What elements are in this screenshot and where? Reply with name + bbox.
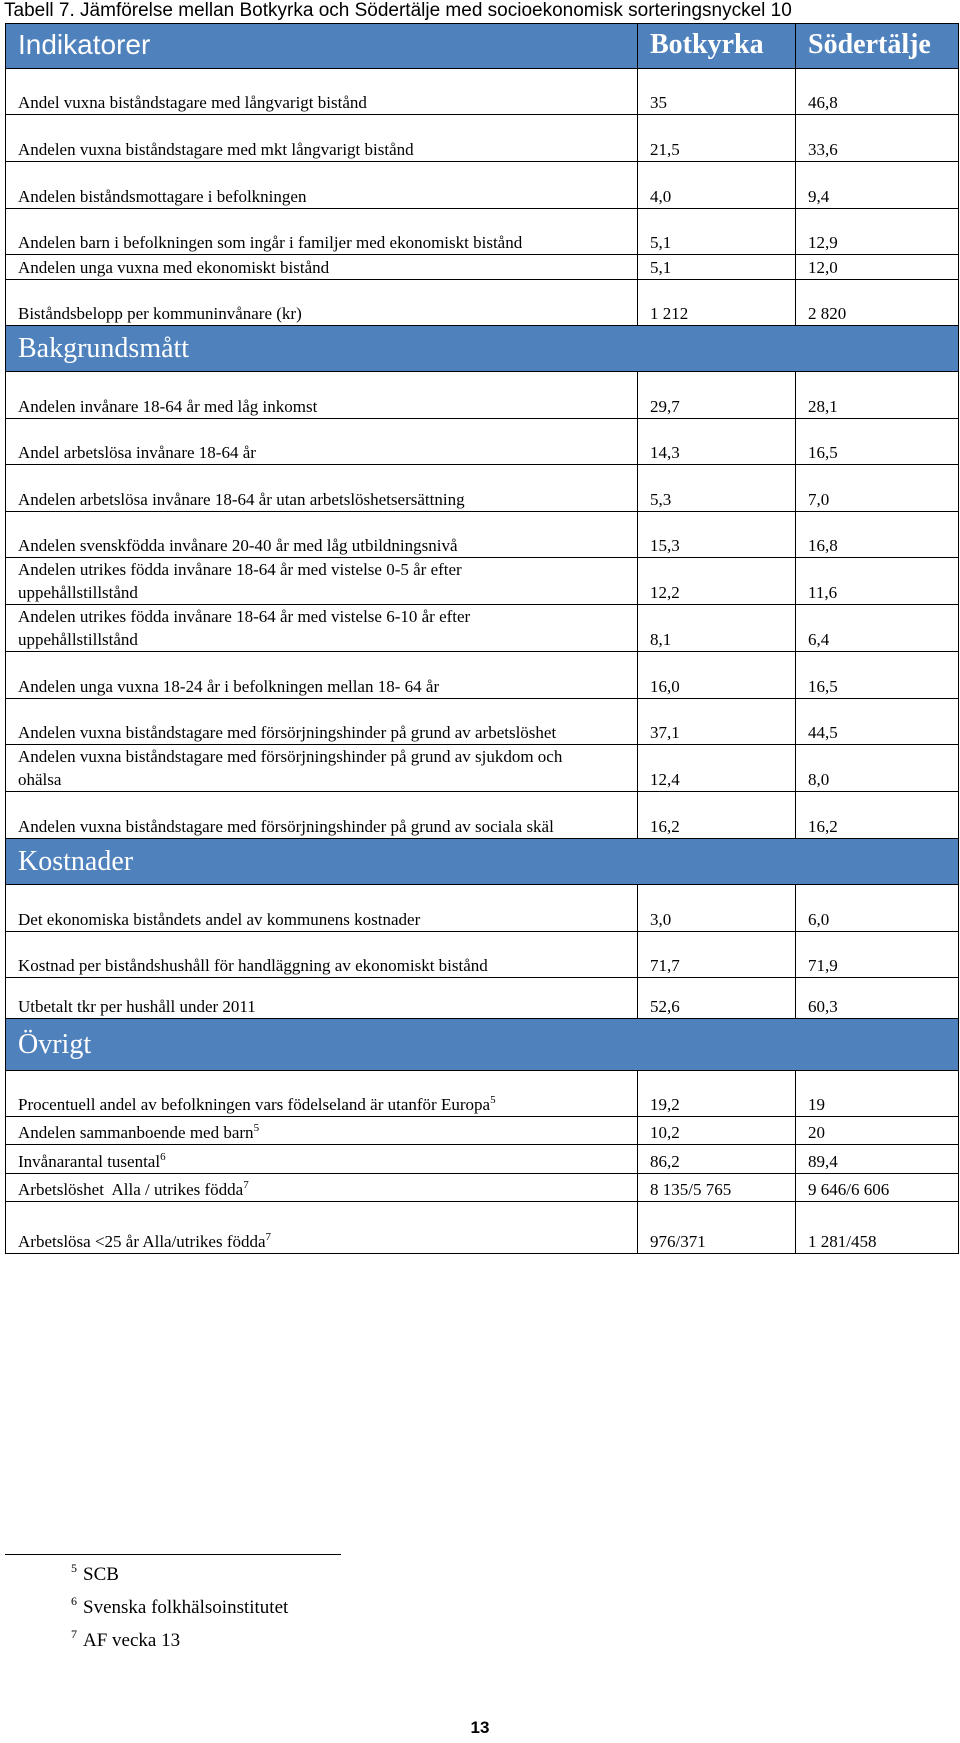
table-row [6,162,959,209]
row-label: Andelen vuxna biståndstagare med mkt långvarigt bistånd [6,115,638,162]
value-botkyrka: 37,1 [638,699,796,745]
value-sodertalje: 16,8 [796,512,959,558]
value-sodertalje: 1 281/458 [796,1202,959,1254]
table-row [6,372,959,419]
section-header-ovrigt: Övrigt [6,1019,959,1071]
value-sodertalje: 2 820 [796,280,959,326]
value-sodertalje: 60,3 [796,978,959,1019]
value-botkyrka: 5,1 [638,255,796,280]
section-header-bakgrund: Bakgrundsmått [6,326,959,372]
table-row [6,512,959,558]
row-label: Andelen invånare 18-64 år med låg inkomst [6,372,638,419]
table-row [6,605,959,652]
value-sodertalje: 71,9 [796,932,959,978]
value-sodertalje: 16,2 [796,792,959,839]
value-botkyrka: 4,0 [638,162,796,209]
value-sodertalje: 11,6 [796,558,959,605]
row-label: Andelen unga vuxna med ekonomiskt bistånd [6,255,638,280]
row-label: Andelen biståndsmottagare i befolkningen [6,162,638,209]
value-sodertalje: 44,5 [796,699,959,745]
row-label: Andelen sammanboende med barn$^5$ [6,1117,638,1145]
footnote-ref: 5 [253,1122,260,1134]
table-caption: Tabell 7. Jämförelse mellan Botkyrka och Södertälje med socioekonomisk sorteringsnyckel 10 [4,0,792,21]
value-sodertalje: 89,4 [796,1145,959,1174]
value-botkyrka: 19,2 [638,1071,796,1117]
table-row [6,1145,959,1174]
section-header-kostnader: Kostnader [6,839,959,885]
table-row [6,745,959,792]
value-botkyrka: 16,0 [638,652,796,699]
table-row [6,652,959,699]
value-botkyrka: 12,4 [638,745,796,792]
value-sodertalje: 12,9 [796,209,959,255]
table-row [6,1117,959,1145]
row-label: Andelen utrikes födda invånare 18-64 år med vistelse 6-10 år efter uppehållstillstånd [6,605,638,652]
table-row [6,699,959,745]
row-label: Andelen barn i befolkningen som ingår i familjer med ekonomiskt bistånd [6,209,638,255]
value-botkyrka: 10,2 [638,1117,796,1145]
header-indikatorer: Indikatorer [6,24,638,69]
row-label: Arbetslöshet Alla / utrikes födda$^7$ [6,1174,638,1202]
table-row [6,885,959,932]
footnote-5: $^5$ SCB [71,1561,119,1585]
footnote-ref: 7 [265,1231,272,1243]
table-row [6,209,959,255]
value-sodertalje: 12,0 [796,255,959,280]
row-label: Andelen vuxna biståndstagare med försörjningshinder på grund av sociala skäl [6,792,638,839]
row-label: Andel arbetslösa invånare 18-64 år [6,419,638,465]
value-botkyrka: 86,2 [638,1145,796,1174]
header-botkyrka: Botkyrka [638,24,796,69]
footnote-7: $^7$ AF vecka 13 [71,1627,181,1651]
row-label: Andelen utrikes födda invånare 18-64 år med vistelse 0-5 år efter uppehållstillstånd [6,558,638,605]
value-botkyrka: 15,3 [638,512,796,558]
table-row [6,932,959,978]
value-botkyrka: 976/371 [638,1202,796,1254]
row-label: Andel vuxna biståndstagare med långvarigt bistånd [6,69,638,115]
value-botkyrka: 14,3 [638,419,796,465]
value-sodertalje: 9 646/6 606 [796,1174,959,1202]
footnote-ref: 6 [160,1151,166,1163]
row-label: Procentuell andel av befolkningen vars födelseland är utanför Europa$^5$ [6,1071,638,1117]
value-botkyrka: 52,6 [638,978,796,1019]
row-label: Utbetalt tkr per hushåll under 2011 [6,978,638,1019]
value-sodertalje: 19 [796,1071,959,1117]
row-label: Andelen unga vuxna 18-24 år i befolkningen mellan 18- 64 år [6,652,638,699]
table-row [6,255,959,280]
row-label: Andelen arbetslösa invånare 18-64 år utan arbetslöshetsersättning [6,465,638,512]
footnote-ref: 5 [490,1094,496,1106]
footnote-separator [5,1554,341,1555]
value-sodertalje: 6,0 [796,885,959,932]
value-sodertalje: 20 [796,1117,959,1145]
value-botkyrka: 29,7 [638,372,796,419]
row-label: Det ekonomiska biståndets andel av kommunens kostnader [6,885,638,932]
row-label: Andelen svenskfödda invånare 20-40 år med låg utbildningsnivå [6,512,638,558]
row-label: Invånarantal tusental$^6$ [6,1145,638,1174]
table-row [6,280,959,326]
comparison-table [5,23,959,1254]
value-botkyrka: 8,1 [638,605,796,652]
value-botkyrka: 12,2 [638,558,796,605]
value-botkyrka: 5,1 [638,209,796,255]
value-sodertalje: 16,5 [796,419,959,465]
table-row [6,465,959,512]
row-label: Kostnad per biståndshushåll för handläggning av ekonomiskt bistånd [6,932,638,978]
value-botkyrka: 35 [638,69,796,115]
footnote-6: $^6$ Svenska folkhälsoinstitutet [71,1594,289,1618]
page-number: 13 [470,1718,490,1737]
value-sodertalje: 9,4 [796,162,959,209]
value-botkyrka: 21,5 [638,115,796,162]
table-row [6,115,959,162]
row-label: Arbetslösa <25 år Alla/utrikes födda$^7$ [6,1202,638,1254]
value-botkyrka: 1 212 [638,280,796,326]
table-row [6,558,959,605]
header-sodertalje: Södertälje [796,24,959,69]
value-sodertalje: 16,5 [796,652,959,699]
row-label: Andelen vuxna biståndstagare med försörjningshinder på grund av arbetslöshet [6,699,638,745]
value-sodertalje: 7,0 [796,465,959,512]
value-botkyrka: 71,7 [638,932,796,978]
table-row [6,1174,959,1202]
value-sodertalje: 33,6 [796,115,959,162]
value-sodertalje: 6,4 [796,605,959,652]
table-header-row [6,24,959,69]
table-row [6,978,959,1019]
value-sodertalje: 28,1 [796,372,959,419]
value-sodertalje: 8,0 [796,745,959,792]
value-botkyrka: 8 135/5 765 [638,1174,796,1202]
table-row [6,69,959,115]
table-row [6,419,959,465]
value-sodertalje: 46,8 [796,69,959,115]
footnote-ref: 7 [243,1179,249,1191]
table-row [6,1202,959,1254]
value-botkyrka: 3,0 [638,885,796,932]
row-label: Andelen vuxna biståndstagare med försörjningshinder på grund av sjukdom och ohälsa [6,745,638,792]
table-row [6,1071,959,1117]
row-label: Biståndsbelopp per kommuninvånare (kr) [6,280,638,326]
value-botkyrka: 5,3 [638,465,796,512]
value-botkyrka: 16,2 [638,792,796,839]
table-row [6,792,959,839]
